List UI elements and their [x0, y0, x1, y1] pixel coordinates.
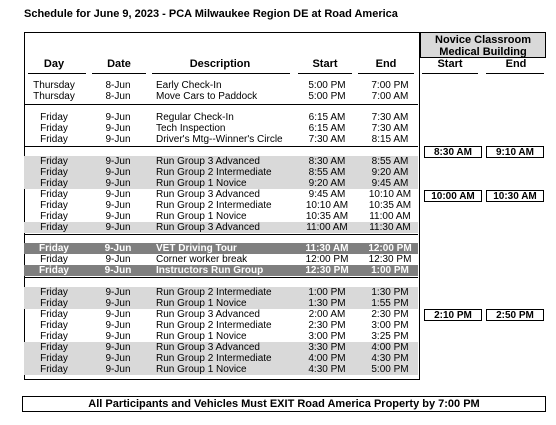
row-date: 9-Jun — [105, 353, 131, 364]
row-date: 9-Jun — [105, 112, 131, 123]
novice-session-start: 2:10 PM — [424, 309, 482, 321]
table-row — [24, 243, 418, 254]
row-date: 9-Jun — [105, 156, 131, 167]
row-start: 12:00 PM — [305, 254, 349, 265]
header-rule — [422, 73, 478, 74]
row-end: 3:00 PM — [371, 320, 409, 331]
table-row — [24, 112, 418, 123]
row-description: Run Group 1 Novice — [156, 211, 247, 222]
row-date: 9-Jun — [105, 167, 131, 178]
row-description: Regular Check-In — [156, 112, 234, 123]
row-start: 9:20 AM — [308, 178, 346, 189]
row-description: Corner worker break — [156, 254, 248, 265]
row-start: 1:30 PM — [308, 298, 346, 309]
table-row — [24, 287, 418, 298]
row-end: 1:55 PM — [371, 298, 409, 309]
header-date: Date — [107, 58, 131, 70]
row-end: 12:30 PM — [368, 254, 412, 265]
row-start: 6:15 AM — [308, 112, 346, 123]
table-row — [24, 309, 418, 320]
row-date: 9-Jun — [105, 364, 131, 375]
novice-classroom-header — [420, 32, 546, 58]
row-day: Friday — [40, 134, 68, 145]
table-row — [24, 342, 418, 353]
row-day: Friday — [40, 200, 68, 211]
table-row — [24, 222, 418, 233]
novice-title-line2: Medical Building — [439, 46, 527, 58]
novice-session-end: 9:10 AM — [486, 146, 544, 158]
group-divider — [24, 104, 418, 105]
row-date: 9-Jun — [105, 254, 131, 265]
row-end: 3:25 PM — [371, 331, 409, 342]
header-start: Start — [312, 58, 338, 70]
row-start: 2:00 AM — [308, 309, 346, 320]
header-novice-start: Start — [437, 58, 463, 70]
row-day: Friday — [40, 309, 68, 320]
row-day: Friday — [40, 222, 68, 233]
row-day: Friday — [40, 189, 68, 200]
row-end: 1:00 PM — [371, 265, 409, 276]
row-date: 9-Jun — [104, 243, 132, 254]
row-end: 7:30 AM — [371, 112, 409, 123]
row-date: 9-Jun — [104, 265, 132, 276]
header-rule — [358, 73, 414, 74]
row-day: Friday — [40, 353, 68, 364]
novice-session — [420, 146, 546, 158]
row-day: Friday — [40, 211, 68, 222]
row-day: Friday — [40, 123, 68, 134]
row-start: 2:30 PM — [308, 320, 346, 331]
row-day: Friday — [40, 112, 68, 123]
table-row — [24, 123, 418, 134]
row-start: 10:10 AM — [305, 200, 349, 211]
novice-session-end: 2:50 PM — [486, 309, 544, 321]
table-row — [24, 364, 418, 375]
exit-notice: All Participants and Vehicles Must EXIT Road America Property by 7:00 PM — [22, 396, 546, 412]
row-day: Friday — [40, 320, 68, 331]
row-description: Driver's Mtg--Winner's Circle — [156, 134, 283, 145]
row-end: 11:00 AM — [369, 211, 411, 222]
row-description: Run Group 3 Advanced — [156, 222, 260, 233]
header-novice-end: End — [505, 58, 527, 70]
row-start: 11:00 AM — [306, 222, 348, 233]
row-description: Run Group 1 Novice — [156, 364, 247, 375]
row-description: Run Group 1 Novice — [156, 331, 247, 342]
row-description: Run Group 3 Advanced — [156, 189, 260, 200]
row-date: 9-Jun — [105, 309, 131, 320]
table-row — [24, 189, 418, 200]
row-start: 4:30 PM — [308, 364, 346, 375]
group-divider — [24, 146, 418, 147]
row-start: 3:30 PM — [308, 342, 346, 353]
row-description: Run Group 1 Novice — [156, 178, 247, 189]
row-description: Run Group 2 Intermediate — [156, 287, 272, 298]
row-end: 4:00 PM — [371, 342, 409, 353]
row-date: 9-Jun — [105, 287, 131, 298]
table-row — [24, 91, 418, 102]
row-day: Friday — [40, 287, 68, 298]
table-row — [24, 254, 418, 265]
row-end: 12:00 PM — [368, 243, 412, 254]
row-day: Thursday — [33, 91, 75, 102]
row-date: 9-Jun — [105, 178, 131, 189]
row-date: 9-Jun — [105, 200, 131, 211]
group-divider — [24, 234, 418, 235]
row-day: Friday — [38, 265, 69, 276]
row-description: Run Group 2 Intermediate — [156, 167, 272, 178]
row-start: 7:30 AM — [308, 134, 346, 145]
row-date: 8-Jun — [105, 80, 131, 91]
row-start: 6:15 AM — [308, 123, 346, 134]
row-description: Early Check-In — [156, 80, 222, 91]
row-description: Run Group 2 Intermediate — [156, 320, 272, 331]
row-start: 8:55 AM — [308, 167, 346, 178]
header-rule — [28, 73, 86, 74]
row-end: 2:30 PM — [371, 309, 409, 320]
table-row — [24, 200, 418, 211]
table-row — [24, 211, 418, 222]
row-date: 9-Jun — [105, 222, 131, 233]
row-description: Run Group 2 Intermediate — [156, 353, 272, 364]
row-start: 5:00 PM — [308, 91, 346, 102]
row-end: 10:10 AM — [368, 189, 412, 200]
header-day: Day — [43, 58, 65, 70]
row-start: 10:35 AM — [305, 211, 349, 222]
row-end: 9:20 AM — [371, 167, 409, 178]
row-end: 4:30 PM — [371, 353, 409, 364]
row-end: 1:30 PM — [371, 287, 409, 298]
table-row — [24, 298, 418, 309]
row-description: Run Group 3 Advanced — [156, 156, 260, 167]
row-date: 9-Jun — [105, 134, 131, 145]
novice-title-line1: Novice Classroom — [435, 34, 531, 46]
row-day: Friday — [40, 342, 68, 353]
table-row — [24, 156, 418, 167]
row-end: 5:00 PM — [371, 364, 409, 375]
row-end: 7:30 AM — [371, 123, 409, 134]
row-end: 11:30 AM — [369, 222, 411, 233]
row-description: Instructors Run Group — [156, 265, 264, 276]
header-rule — [92, 73, 146, 74]
novice-session-end: 10:30 AM — [486, 190, 544, 202]
row-start: 11:30 AM — [305, 243, 349, 254]
novice-session — [420, 190, 546, 202]
row-day: Friday — [38, 243, 69, 254]
novice-session — [420, 309, 546, 321]
header-rule — [486, 73, 544, 74]
row-end: 10:35 AM — [368, 200, 412, 211]
row-day: Friday — [40, 331, 68, 342]
row-date: 9-Jun — [105, 189, 131, 200]
group-divider — [24, 277, 418, 278]
table-row — [24, 167, 418, 178]
row-description: Run Group 2 Intermediate — [156, 200, 272, 211]
table-row — [24, 178, 418, 189]
table-row — [24, 331, 418, 342]
row-end: 8:15 AM — [371, 134, 409, 145]
table-row — [24, 265, 418, 276]
table-row — [24, 353, 418, 364]
row-description: VET Driving Tour — [156, 243, 237, 254]
row-description: Move Cars to Paddock — [156, 91, 258, 102]
row-start: 5:00 PM — [308, 80, 346, 91]
row-day: Friday — [40, 254, 68, 265]
novice-session-start: 8:30 AM — [424, 146, 482, 158]
row-description: Tech Inspection — [156, 123, 226, 134]
row-date: 8-Jun — [105, 91, 131, 102]
page-title: Schedule for June 9, 2023 - PCA Milwaukee Region DE at Road America — [24, 8, 398, 20]
row-date: 9-Jun — [105, 342, 131, 353]
row-date: 9-Jun — [105, 331, 131, 342]
row-date: 9-Jun — [105, 298, 131, 309]
row-date: 9-Jun — [105, 123, 131, 134]
row-end: 8:55 AM — [371, 156, 409, 167]
row-day: Friday — [40, 364, 68, 375]
row-description: Run Group 3 Advanced — [156, 309, 260, 320]
row-day: Friday — [40, 167, 68, 178]
row-start: 12:30 PM — [305, 265, 349, 276]
row-day: Thursday — [33, 80, 75, 91]
table-row — [24, 134, 418, 145]
header-description: Description — [189, 58, 251, 70]
row-start: 8:30 AM — [308, 156, 346, 167]
row-start: 1:00 PM — [308, 287, 346, 298]
row-day: Friday — [40, 156, 68, 167]
row-day: Friday — [40, 298, 68, 309]
row-date: 9-Jun — [105, 211, 131, 222]
header-rule — [298, 73, 352, 74]
row-end: 9:45 AM — [371, 178, 409, 189]
header-end: End — [375, 58, 397, 70]
row-start: 3:00 PM — [308, 331, 346, 342]
row-day: Friday — [40, 178, 68, 189]
novice-session-start: 10:00 AM — [424, 190, 482, 202]
header-rule — [152, 73, 290, 74]
row-end: 7:00 PM — [371, 80, 409, 91]
table-row — [24, 320, 418, 331]
row-description: Run Group 1 Novice — [156, 298, 247, 309]
row-start: 9:45 AM — [308, 189, 346, 200]
row-date: 9-Jun — [105, 320, 131, 331]
row-start: 4:00 PM — [308, 353, 346, 364]
table-row — [24, 80, 418, 91]
row-end: 7:00 AM — [371, 91, 409, 102]
row-description: Run Group 3 Advanced — [156, 342, 260, 353]
